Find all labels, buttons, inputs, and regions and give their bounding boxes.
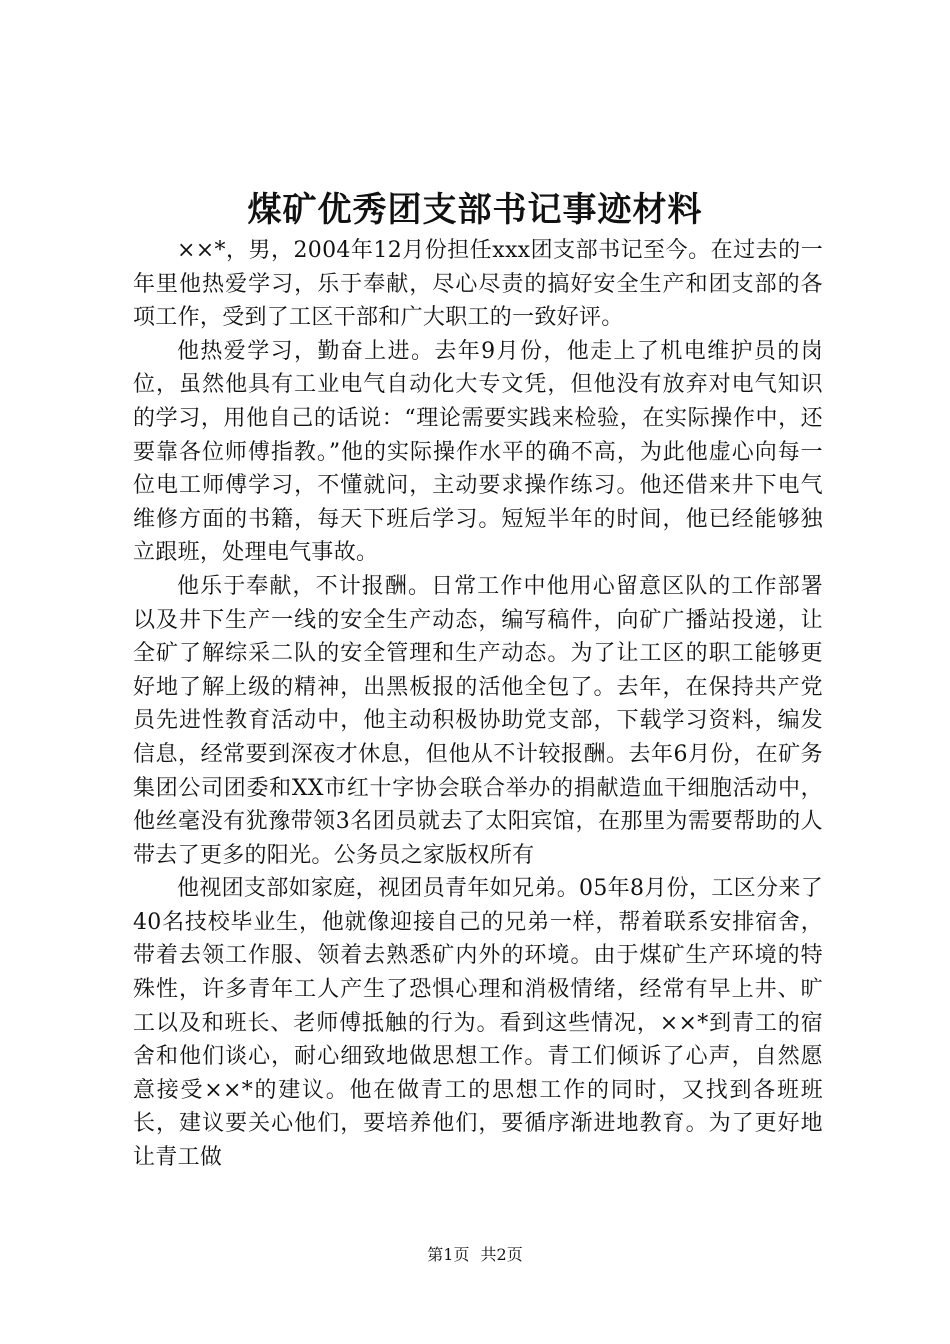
paragraph-care: 他视团支部如家庭，视团员青年如兄弟。05年8月份，工区分来了40名技校毕业生，他就像迎接自己的兄弟一样，帮着联系安排宿舍，带着去领工作服、领着去熟悉矿内外的环境。由于煤矿生产环境的特殊性，许多青年工人产生了恐惧心理和消极情绪，经常有早上井、旷工以及和班长、老师傅抵触的行为。看到这些情况，××*到青工的宿舍和他们谈心，耐心细致地做思想工作。青工们倾诉了心声，自然愿意接受××*的建议。他在做青工的思想工作的同时，又找到各班班长，建议要关心他们，要培养他们，要循序渐进地教育。为了更好地让青工做	[133, 876, 823, 1171]
page-number: 第1页	[427, 1245, 470, 1264]
page-count: 共2页	[480, 1245, 523, 1264]
document-title: 煤矿优秀团支部书记事迹材料	[247, 190, 703, 230]
paragraph-study: 他热爱学习，勤奋上进。去年9月份，他走上了机电维护员的岗位，虽然他具有工业电气自动化大专文凭，但他没有放弃对电气知识的学习，用他自己的话说：“理论需要实践来检验，在实际操作中，还要靠各位师傅指教。”他的实际操作水平的确不高，为此他虚心向每一位电工师傅学习，不懂就问，主动要求操作练习。他还借来井下电气维修方面的书籍，每天下班后学习。短短半年的时间，他已经能够独立跟班，处理电气事故。	[133, 338, 823, 566]
paragraph-intro: ××*，男，2004年12月份担任xxx团支部书记至今。在过去的一年里他热爱学习，乐于奉献，尽心尽责的搞好安全生产和团支部的各项工作，受到了工区干部和广大职工的一致好评。	[133, 238, 823, 331]
document-body	[133, 234, 823, 1175]
page-footer	[0, 1245, 950, 1265]
paragraph-dedication: 他乐于奉献，不计报酬。日常工作中他用心留意区队的工作部署以及井下生产一线的安全生产动态，编写稿件，向矿广播站投递，让全矿了解综采二队的安全管理和生产动态。为了让工区的职工能够更好地了解上级的精神，出黑板报的活他全包了。去年，在保持共产党员先进性教育活动中，他主动积极协助党支部，下载学习资料，编发信息，经常要到深夜才休息，但他从不计较报酬。去年6月份，在矿务集团公司团委和XX市红十字协会联合举办的捐献造血干细胞活动中，他丝毫没有犹豫带领3名团员就去了太阳宾馆，在那里为需要帮助的人带去了更多的阳光。公务员之家版权所有	[133, 573, 823, 868]
